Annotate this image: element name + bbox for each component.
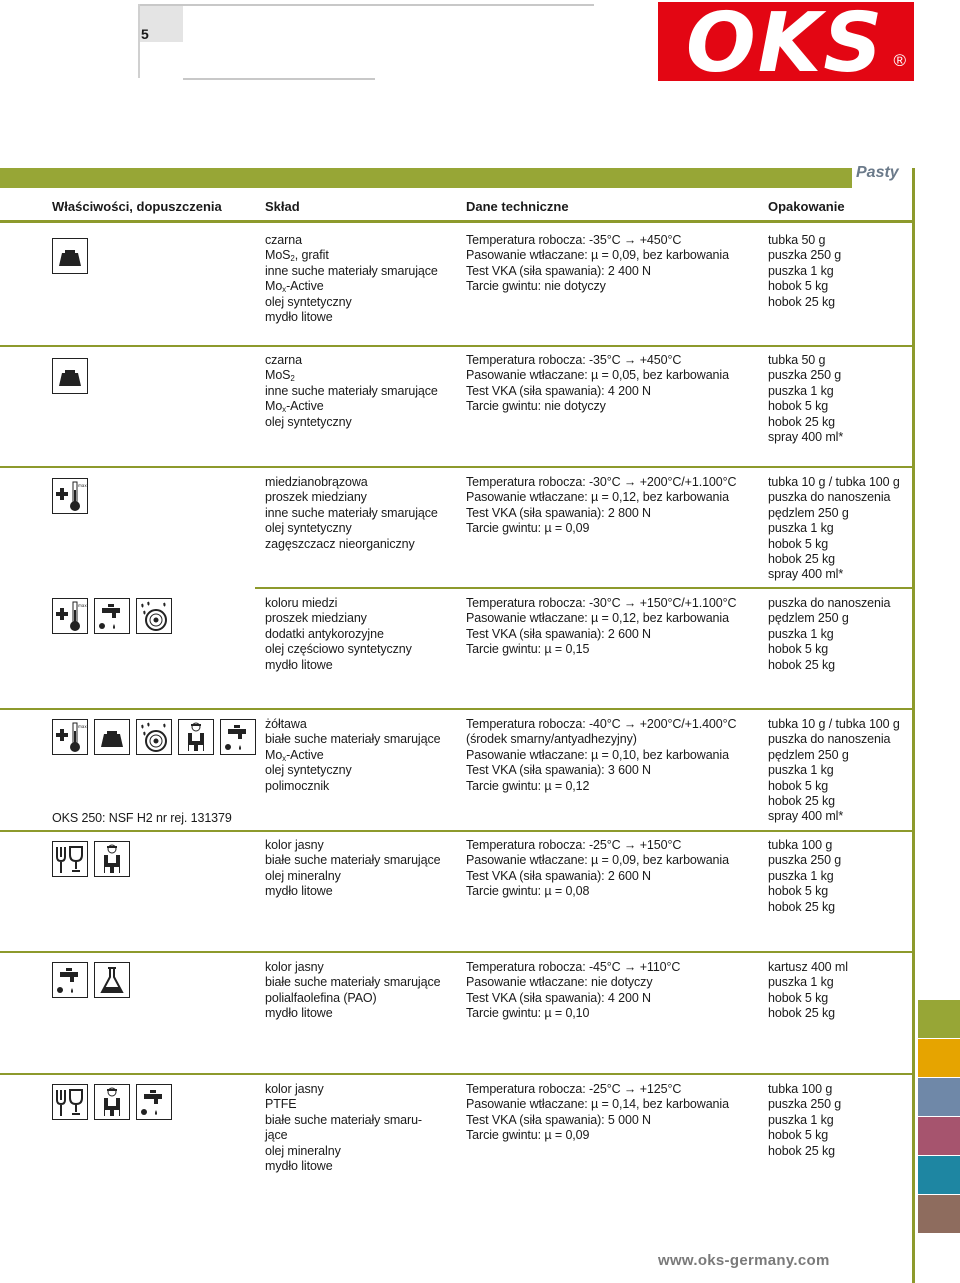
technical-line: Temperatura robocza: -25°C → +150°C xyxy=(466,838,682,852)
packaging-cell xyxy=(768,233,841,310)
technical-line: Pasowanie wtłaczane: µ = 0,09, bez karbowania xyxy=(466,853,729,868)
packaging-line: tubka 10 g / tubka 100 g xyxy=(768,475,900,489)
packaging-line: puszka 1 kg xyxy=(768,263,834,278)
side-tab[interactable] xyxy=(918,1195,960,1233)
composition-line: miedzianobrązowa xyxy=(265,475,368,489)
packaging-line: puszka 250 g xyxy=(768,1097,842,1112)
composition-line: mydło litowe xyxy=(265,884,333,899)
packaging-cell xyxy=(768,353,843,445)
technical-line: Tarcie gwintu: nie dotyczy xyxy=(466,279,606,294)
composition-line: białe suche materiały smarujące xyxy=(265,732,441,747)
packaging-line: hobok 5 kg xyxy=(768,1128,829,1143)
food-contact-icon xyxy=(52,841,88,877)
packaging-line: hobok 5 kg xyxy=(768,884,829,899)
packaging-line: puszka do nanoszenia xyxy=(768,490,891,505)
technical-line: Pasowanie wtłaczane: µ = 0,05, bez karbowania xyxy=(466,368,729,383)
technical-cell xyxy=(466,717,736,794)
packaging-line: puszka 250 g xyxy=(768,248,842,263)
packaging-line: hobok 5 kg xyxy=(768,399,829,414)
packaging-line: hobok 25 kg xyxy=(768,657,836,672)
technical-line: Test VKA (siła spawania): 2 600 N xyxy=(466,626,651,641)
packaging-cell xyxy=(768,1082,841,1159)
technical-line: Pasowanie wtłaczane: µ = 0,12, bez karbowania xyxy=(466,611,729,626)
composition-line: dodatki antykorozyjne xyxy=(265,626,384,641)
technical-line: Temperatura robocza: -40°C → +200°C/+1.400°C xyxy=(466,717,737,731)
composition-line: inne suche materiały smarujące xyxy=(265,505,438,520)
technical-line: Test VKA (siła spawania): 4 200 N xyxy=(466,383,651,398)
approval-text: OKS 250: NSF H2 nr rej. 131379 xyxy=(52,811,232,825)
composition-line: inne suche materiały smarujące xyxy=(265,263,438,278)
col-header-composition: Skład xyxy=(265,199,300,214)
technical-line: (środek smarny/antyadhezyjny) xyxy=(466,732,637,747)
composition-line: kolor jasny xyxy=(265,960,324,974)
technical-line: Pasowanie wtłaczane: µ = 0,09, bez karbowania xyxy=(466,248,729,263)
composition-line: proszek miedziany xyxy=(265,611,367,626)
composition-cell xyxy=(265,596,412,673)
chemical-resistant-icon xyxy=(94,962,130,998)
packaging-line: hobok 5 kg xyxy=(768,642,829,657)
technical-line: Tarcie gwintu: µ = 0,08 xyxy=(466,884,590,899)
packaging-line: pędzlem 250 g xyxy=(768,747,849,762)
composition-cell xyxy=(265,475,438,552)
food-contact-icon xyxy=(52,1084,88,1120)
composition-line: kolor jasny xyxy=(265,838,324,852)
packaging-line: puszka 250 g xyxy=(768,853,842,868)
category-title: Pasty xyxy=(856,164,899,181)
packaging-line: hobok 25 kg xyxy=(768,1143,836,1158)
technical-line: Tarcie gwintu: µ = 0,15 xyxy=(466,642,590,657)
technical-line: Pasowanie wtłaczane: nie dotyczy xyxy=(466,975,653,990)
technical-line: Tarcie gwintu: µ = 0,12 xyxy=(466,778,590,793)
technical-line: Temperatura robocza: -35°C → +450°C xyxy=(466,233,682,247)
packaging-line: kartusz 400 ml xyxy=(768,960,848,974)
packaging-line: puszka do nanoszenia xyxy=(768,732,891,747)
oks-logo-text: OKS xyxy=(686,2,885,81)
packaging-line: spray 400 ml* xyxy=(768,430,844,445)
packaging-line: puszka 1 kg xyxy=(768,868,834,883)
packaging-line: hobok 25 kg xyxy=(768,1006,836,1021)
right-rule xyxy=(912,188,915,1283)
technical-line: Temperatura robocza: -35°C → +450°C xyxy=(466,353,682,367)
composition-line: mydło litowe xyxy=(265,310,333,325)
technical-line: Pasowanie wtłaczane: µ = 0,10, bez karbowania xyxy=(466,747,729,762)
scale-icon xyxy=(52,238,88,274)
composition-line: polialfaolefina (PAO) xyxy=(265,990,377,1005)
composition-line: $Mo_x$-Active xyxy=(265,747,324,763)
composition-line: żółtawa xyxy=(265,717,307,731)
food-grade-worker-icon xyxy=(94,841,130,877)
packaging-line: hobok 25 kg xyxy=(768,794,836,809)
row-separator xyxy=(255,587,913,589)
composition-line: kolor jasny xyxy=(265,1082,324,1096)
composition-line: olej syntetyczny xyxy=(265,414,352,429)
technical-cell xyxy=(466,1082,729,1144)
packaging-line: puszka 1 kg xyxy=(768,1112,834,1127)
water-resistant-icon xyxy=(136,1084,172,1120)
page-number: 5 xyxy=(141,26,149,42)
row-separator xyxy=(0,1073,913,1075)
high-temperature-icon xyxy=(52,719,88,755)
high-temperature-icon xyxy=(52,478,88,514)
composition-line: inne suche materiały smarujące xyxy=(265,383,438,398)
packaging-line: puszka 1 kg xyxy=(768,521,834,536)
composition-line: mydło litowe xyxy=(265,1159,333,1174)
footer-website[interactable]: www.oks-germany.com xyxy=(658,1252,830,1269)
composition-line: olej syntetyczny xyxy=(265,521,352,536)
technical-line: Temperatura robocza: -30°C → +200°C/+1.100°C xyxy=(466,475,737,489)
row-separator xyxy=(0,830,913,832)
technical-line: Test VKA (siła spawania): 2 800 N xyxy=(466,505,651,520)
composition-line: czarna xyxy=(265,233,302,247)
packaging-line: spray 400 ml* xyxy=(768,567,844,582)
packaging-cell xyxy=(768,838,841,915)
scale-icon xyxy=(52,358,88,394)
technical-line: Test VKA (siła spawania): 2 600 N xyxy=(466,868,651,883)
composition-line: $Mo_x$-Active xyxy=(265,399,324,415)
category-corner xyxy=(912,168,915,188)
composition-line: czarna xyxy=(265,353,302,367)
side-tab[interactable] xyxy=(918,1156,960,1194)
packaging-line: puszka 1 kg xyxy=(768,763,834,778)
top-rule xyxy=(138,4,594,6)
row-separator xyxy=(0,708,913,710)
composition-line: białe suche materiały smarujące xyxy=(265,853,441,868)
packaging-line: tubka 100 g xyxy=(768,1082,833,1096)
packaging-line: pędzlem 250 g xyxy=(768,611,849,626)
composition-cell xyxy=(265,960,440,1022)
composition-line: PTFE xyxy=(265,1097,297,1112)
composition-cell xyxy=(265,233,438,325)
packaging-cell xyxy=(768,717,900,825)
technical-line: Test VKA (siła spawania): 2 400 N xyxy=(466,263,651,278)
composition-line: olej mineralny xyxy=(265,868,341,883)
composition-line: białe suche materiały smaru- xyxy=(265,1112,422,1127)
technical-line: Test VKA (siła spawania): 3 600 N xyxy=(466,763,651,778)
composition-line: jące xyxy=(265,1128,288,1143)
composition-cell xyxy=(265,717,440,794)
high-temperature-icon xyxy=(52,598,88,634)
packaging-line: hobok 25 kg xyxy=(768,294,836,309)
row-separator xyxy=(0,951,913,953)
packaging-line: tubka 10 g / tubka 100 g xyxy=(768,717,900,731)
col-header-packaging: Opakowanie xyxy=(768,199,845,214)
packaging-line: hobok 5 kg xyxy=(768,279,829,294)
technical-line: Temperatura robocza: -30°C → +150°C/+1.100°C xyxy=(466,596,737,610)
side-tab[interactable] xyxy=(918,1000,960,1038)
composition-cell xyxy=(265,838,440,900)
composition-line: MoS$_2$, grafit xyxy=(265,248,329,264)
technical-line: Tarcie gwintu: µ = 0,10 xyxy=(466,1006,590,1021)
packaging-line: hobok 25 kg xyxy=(768,414,836,429)
technical-line: Temperatura robocza: -25°C → +125°C xyxy=(466,1082,682,1096)
technical-line: Pasowanie wtłaczane: µ = 0,12, bez karbowania xyxy=(466,490,729,505)
food-grade-worker-icon xyxy=(178,719,214,755)
row-separator xyxy=(0,345,913,347)
category-band xyxy=(0,168,852,188)
side-tabs xyxy=(918,1000,960,1233)
technical-line: Temperatura robocza: -45°C → +110°C xyxy=(466,960,681,974)
composition-line: mydło litowe xyxy=(265,657,333,672)
packaging-line: hobok 25 kg xyxy=(768,899,836,914)
packaging-line: hobok 25 kg xyxy=(768,552,836,567)
technical-line: Tarcie gwintu: nie dotyczy xyxy=(466,399,606,414)
composition-line: olej syntetyczny xyxy=(265,294,352,309)
technical-line: Tarcie gwintu: µ = 0,09 xyxy=(466,521,590,536)
packaging-line: puszka 1 kg xyxy=(768,383,834,398)
packaging-line: hobok 5 kg xyxy=(768,536,829,551)
packaging-line: puszka 250 g xyxy=(768,368,842,383)
composition-line: olej mineralny xyxy=(265,1143,341,1158)
technical-cell xyxy=(466,596,736,658)
composition-line: polimocznik xyxy=(265,778,330,793)
side-tab[interactable] xyxy=(918,1117,960,1155)
water-resistant-icon xyxy=(52,962,88,998)
side-tab[interactable] xyxy=(918,1039,960,1077)
technical-cell xyxy=(466,475,736,537)
side-tab[interactable] xyxy=(918,1078,960,1116)
composition-line: $Mo_x$-Active xyxy=(265,279,324,295)
composition-line: koloru miedzi xyxy=(265,596,338,610)
technical-cell xyxy=(466,960,680,1022)
packaging-line: puszka do nanoszenia xyxy=(768,596,891,610)
composition-line: proszek miedziany xyxy=(265,490,367,505)
col-header-technical: Dane techniczne xyxy=(466,199,569,214)
col-header-properties: Właściwości, dopuszczenia xyxy=(52,199,222,214)
composition-line: MoS$_2$ xyxy=(265,368,295,384)
packaging-line: puszka 1 kg xyxy=(768,975,834,990)
packaging-line: pędzlem 250 g xyxy=(768,505,849,520)
water-resistant-icon xyxy=(220,719,256,755)
food-grade-worker-icon xyxy=(94,1084,130,1120)
oks-logo xyxy=(658,2,914,81)
header-divider xyxy=(0,220,913,223)
packaging-cell xyxy=(768,475,900,583)
row-separator xyxy=(0,466,913,468)
water-resistant-icon xyxy=(94,598,130,634)
composition-line: olej syntetyczny xyxy=(265,763,352,778)
technical-line: Pasowanie wtłaczane: µ = 0,14, bez karbowania xyxy=(466,1097,729,1112)
composition-cell xyxy=(265,353,438,430)
packaging-line: tubka 50 g xyxy=(768,233,826,247)
packaging-cell xyxy=(768,960,848,1022)
technical-line: Tarcie gwintu: µ = 0,09 xyxy=(466,1128,590,1143)
packaging-line: hobok 5 kg xyxy=(768,778,829,793)
scale-icon xyxy=(94,719,130,755)
technical-line: Test VKA (siła spawania): 5 000 N xyxy=(466,1112,651,1127)
packaging-line: hobok 5 kg xyxy=(768,990,829,1005)
corrosion-protection-icon xyxy=(136,719,172,755)
composition-line: mydło litowe xyxy=(265,1006,333,1021)
technical-cell xyxy=(466,233,729,295)
packaging-line: tubka 50 g xyxy=(768,353,826,367)
composition-line: białe suche materiały smarujące xyxy=(265,975,441,990)
packaging-line: puszka 1 kg xyxy=(768,626,834,641)
composition-line: olej częściowo syntetyczny xyxy=(265,642,412,657)
technical-cell xyxy=(466,353,729,415)
packaging-line: spray 400 ml* xyxy=(768,809,844,824)
top-rule-short xyxy=(183,78,375,80)
composition-line: zagęszczacz nieorganiczny xyxy=(265,536,415,551)
packaging-line: tubka 100 g xyxy=(768,838,833,852)
technical-line: Test VKA (siła spawania): 4 200 N xyxy=(466,990,651,1005)
corrosion-protection-icon xyxy=(136,598,172,634)
page-left-rule xyxy=(138,4,140,78)
composition-cell xyxy=(265,1082,422,1174)
packaging-cell xyxy=(768,596,890,673)
registered-mark: ® xyxy=(893,51,906,70)
technical-cell xyxy=(466,838,729,900)
